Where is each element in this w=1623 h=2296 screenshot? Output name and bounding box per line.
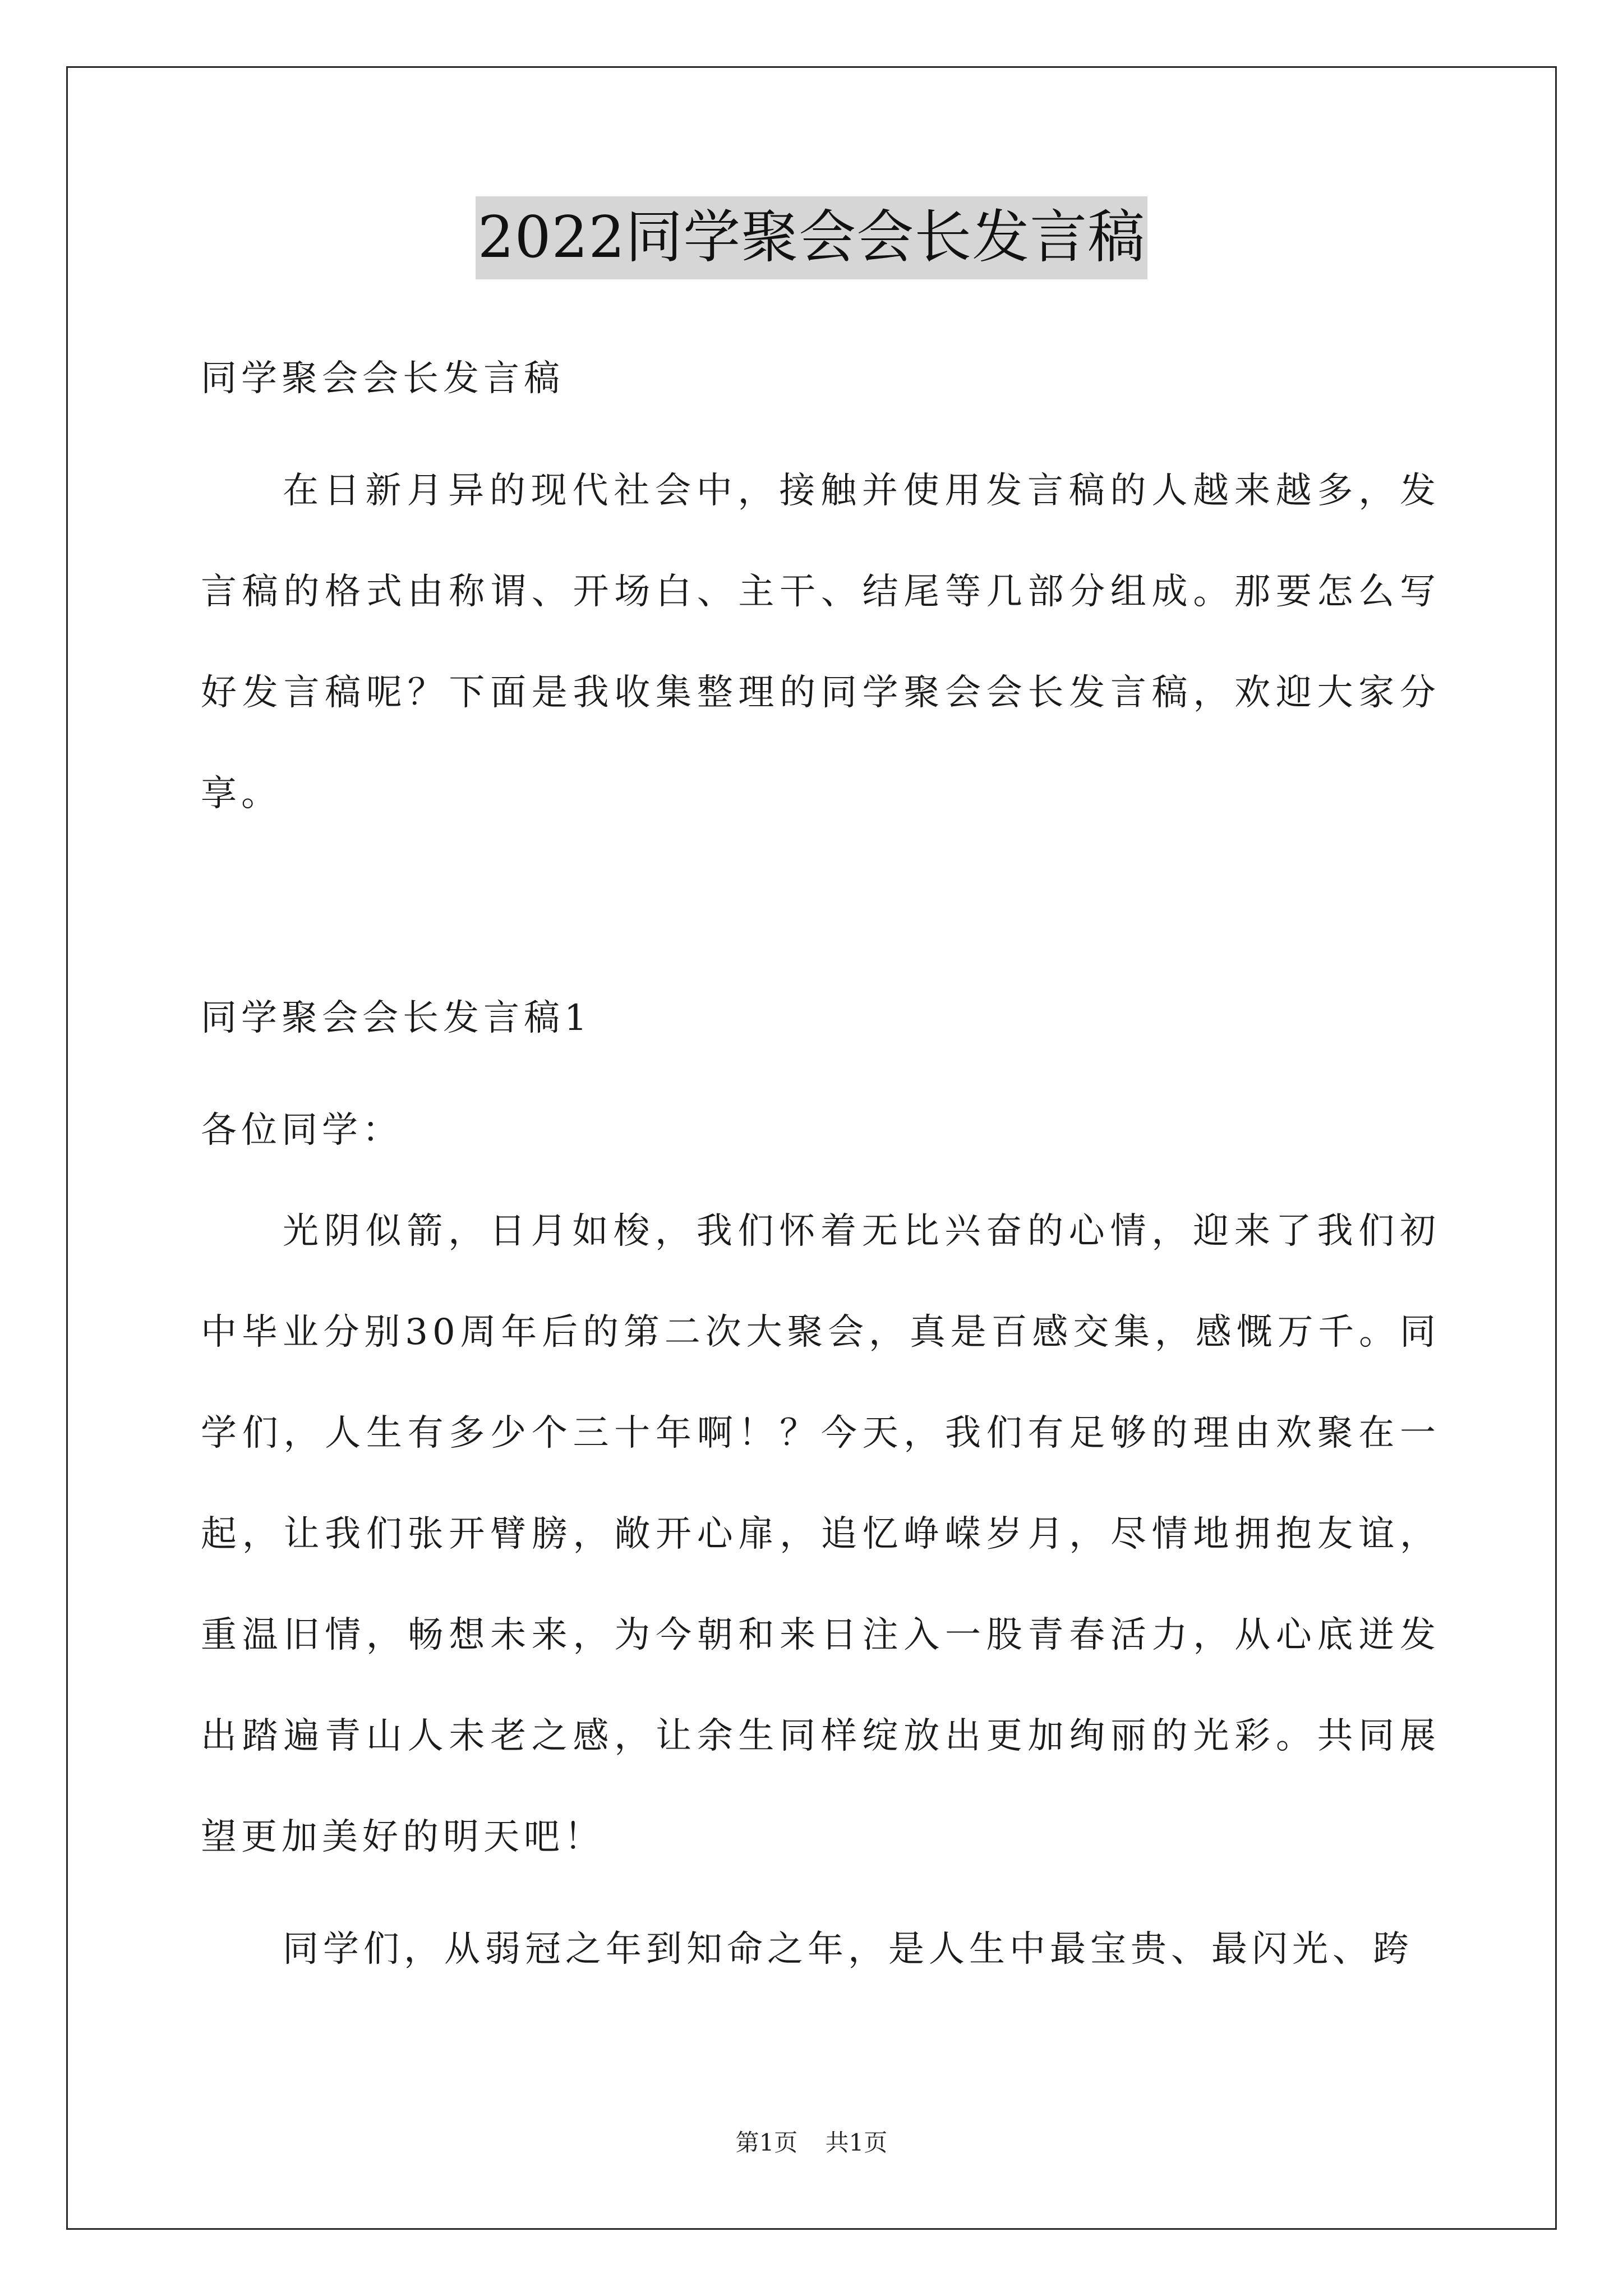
intro-paragraph: 在日新月异的现代社会中，接触并使用发言稿的人越来越多，发言稿的格式由称谓、开场白、主干、结尾等几部分组成。那要怎么写好发言稿呢？下面是我收集整理的同学聚会会长发言稿，欢迎大家分享。 <box>201 470 1440 815</box>
document-title: 2022同学聚会会长发言稿 <box>476 196 1148 279</box>
page-number: 第1页 <box>735 2129 798 2156</box>
title-container <box>0 196 1623 279</box>
subtitle: 同学聚会会长发言稿 <box>201 358 564 399</box>
body-paragraph-1: 光阴似箭，日月如梭，我们怀着无比兴奋的心情，迎来了我们初中毕业分别30周年后的第二次大聚会，真是百感交集，感慨万千。同学们，人生有多少个三十年啊！？今天，我们有足够的理由欢聚在一起，让我们张开臂膀，敞开心扉，追忆峥嵘岁月，尽情地拥抱友谊，重温旧情，畅想未来，为今朝和来日注入一股青春活力，从心底迸发出踏遍青山人未老之感，让余生同样绽放出更加绚丽的光彩。共同展望更加美好的明天吧！ <box>201 1211 1440 1858</box>
body-paragraph-2: 同学们，从弱冠之年到知命之年，是人生中最宝贵、最闪光、跨 <box>283 1929 1413 1970</box>
section-heading: 同学聚会会长发言稿1 <box>201 997 592 1039</box>
page-footer <box>0 2126 1623 2160</box>
page-total: 共1页 <box>825 2129 888 2156</box>
salutation: 各位同学： <box>201 1110 403 1151</box>
